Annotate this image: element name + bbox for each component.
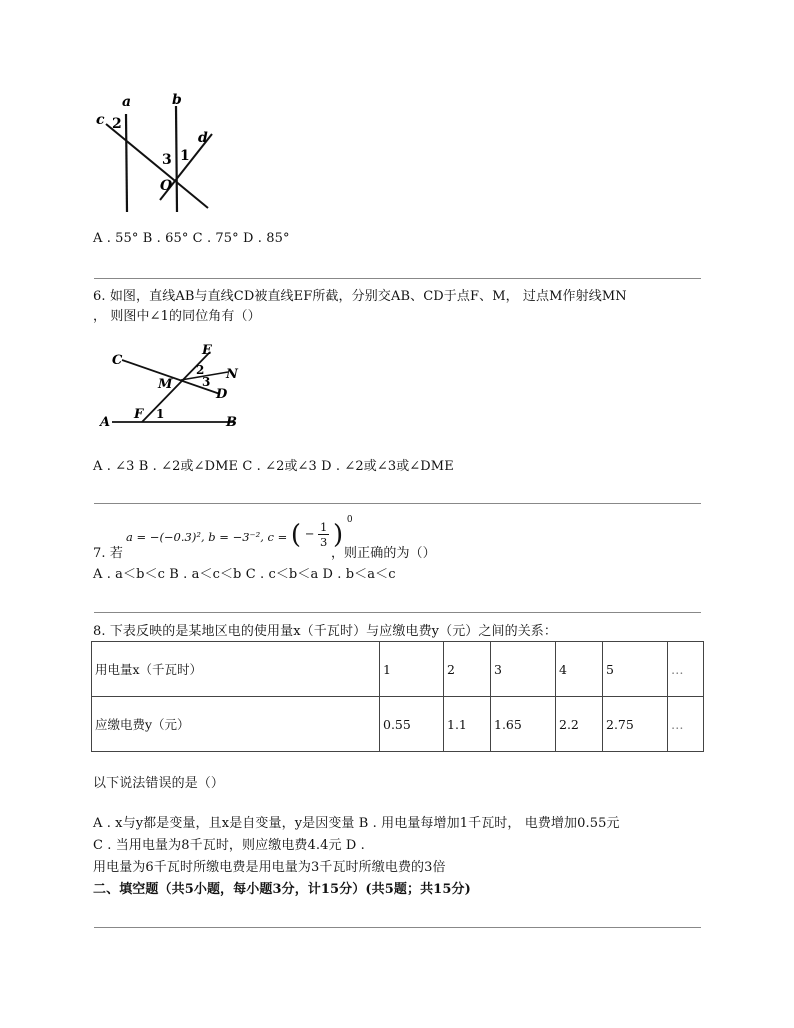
table-cell: 1 (380, 642, 444, 697)
q8-option-line2: C . 当用电量为8千瓦时，则应缴电费4.4元 D . (93, 838, 365, 853)
table-row (92, 697, 704, 752)
divider-1 (94, 278, 701, 279)
table-cell: 0.55 (380, 697, 444, 752)
table-cell: 2.75 (603, 697, 668, 752)
table-cell: 2.2 (556, 697, 603, 752)
q6-figure (98, 340, 248, 438)
q6-stem-line1: 6. 如图，直线AB与直线CD被直线EF所截，分别交AB、CD于点F、M， 过点M作射线MN (93, 289, 627, 304)
label-A: A (100, 415, 111, 430)
angle-2-label: 2 (196, 363, 205, 377)
q8-option-line3: 用电量为6千瓦时所缴电费是用电量为3千瓦时所缴电费的3倍 (93, 860, 446, 875)
line-b (176, 106, 177, 212)
q6-stem-line2: ， 则图中∠1的同位角有（） (93, 309, 261, 324)
label-F: F (134, 407, 144, 422)
label-E: E (202, 343, 212, 358)
angle-3-label: 3 (162, 152, 172, 168)
q8-stem: 8. 下表反映的是某地区电的使用量x（千瓦时）与应缴电费y（元）之间的关系： (93, 624, 558, 639)
q7-stem (93, 542, 436, 561)
q5-figure (92, 92, 222, 218)
table-cell: 2 (444, 642, 491, 697)
q8-question: 以下说法错误的是（） (93, 776, 225, 791)
q6-options: A . ∠3 B . ∠2或∠DME C . ∠2或∠3 D . ∠2或∠3或∠DME (93, 459, 454, 474)
divider-4 (94, 927, 701, 928)
line-c (106, 124, 208, 208)
q7-frac-num: 1 (320, 519, 328, 534)
table-cell: … (668, 697, 704, 752)
q7-stem-suffix: ，则正确的为（） (330, 546, 436, 561)
label-M: M (158, 377, 173, 392)
angle-2-label: 2 (112, 116, 122, 132)
table-row-header: 应缴电费y（元） (92, 697, 380, 752)
divider-2 (94, 503, 701, 504)
point-o-label: O (160, 178, 173, 194)
line-a (126, 114, 127, 212)
q7-exp: 0 (346, 515, 353, 526)
label-a: a (122, 94, 132, 110)
table-cell: 1.1 (444, 697, 491, 752)
label-B: B (226, 415, 237, 430)
table-row (92, 642, 704, 697)
divider-3 (94, 612, 701, 613)
angle-3-label: 3 (202, 375, 211, 389)
q7-formula-text: a = −(−0.3)², b = −3⁻², c = (126, 530, 291, 544)
table-cell: 3 (491, 642, 556, 697)
section-2-title: 二、填空题（共5小题，每小题3分，计15分）(共5题；共15分) (93, 882, 471, 897)
label-b: b (172, 92, 182, 108)
label-C: C (112, 353, 123, 368)
table-row-header: 用电量x（千瓦时） (92, 642, 380, 697)
angle-1-label: 1 (180, 148, 190, 164)
q7-formula: a = −(−0.3)², b = −3⁻², c = ( − $\frac{1}{3}$ ) $^0$ (126, 515, 353, 550)
table-cell: … (668, 642, 704, 697)
table-cell: 1.65 (491, 697, 556, 752)
label-D: D (216, 387, 228, 402)
table-cell: 5 (603, 642, 668, 697)
label-c: c (96, 112, 105, 128)
q8-table (91, 641, 704, 752)
angle-1-label: 1 (156, 407, 165, 421)
label-N: N (226, 367, 238, 382)
q7-stem-prefix: 7. 若 (93, 546, 123, 561)
q7-frac-den: 3 (320, 534, 328, 549)
q5-options: A . 55° B . 65° C . 75° D . 85° (93, 231, 290, 246)
table-cell: 4 (556, 642, 603, 697)
label-d: d (198, 130, 208, 146)
q8-option-line1: A . x与y都是变量，且x是自变量，y是因变量 B . 用电量每增加1千瓦时， 电费增加0.55元 (93, 816, 620, 831)
q7-options: A . a＜b＜c B . a＜c＜b C . c＜b＜a D . b＜a＜c (93, 567, 396, 582)
